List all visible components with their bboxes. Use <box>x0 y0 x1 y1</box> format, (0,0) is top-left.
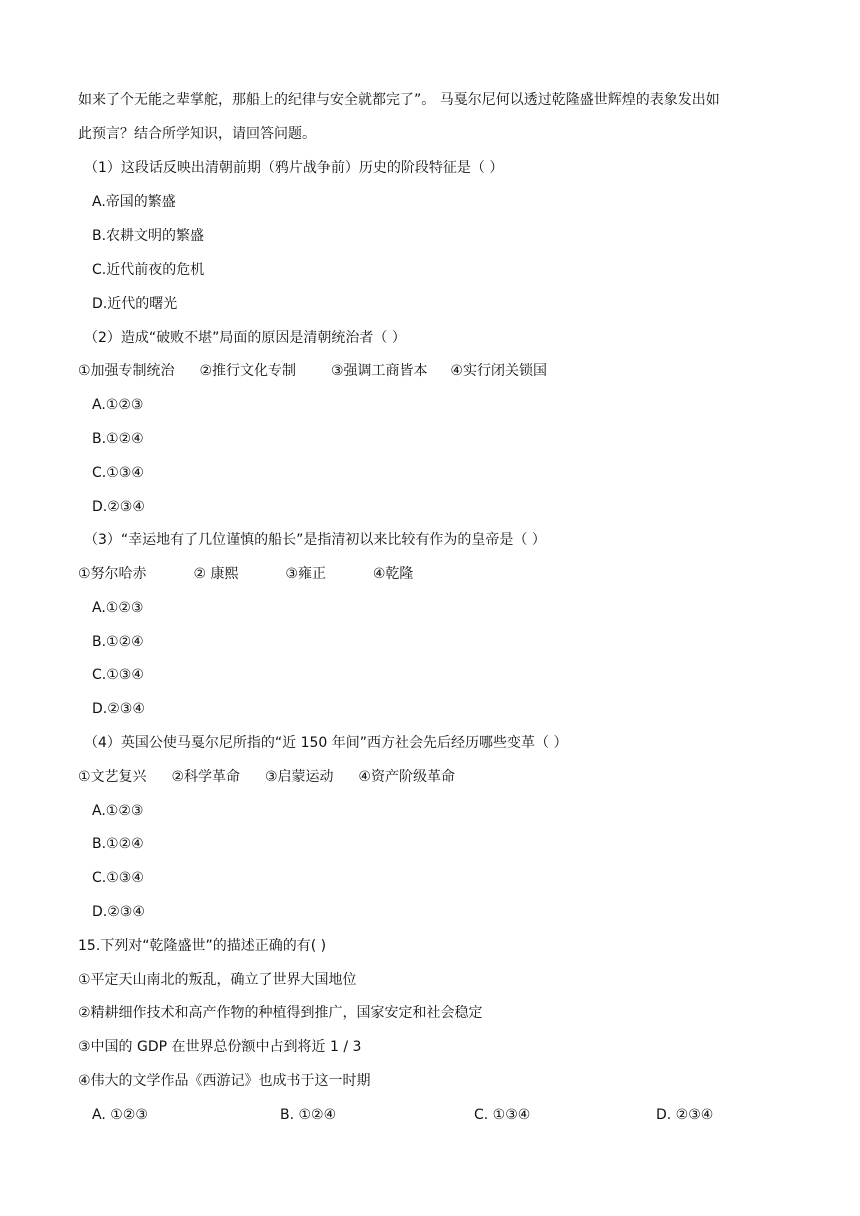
question-2-option-d[interactable]: D.②③④ <box>92 499 145 515</box>
question-2-item-1: ①加强专制统治 <box>78 363 175 379</box>
question-4-option-d[interactable]: D.②③④ <box>92 904 145 920</box>
intro-line-2: 此预言？结合所学知识，请回答问题。 <box>78 126 316 142</box>
question-3-stem: （3）“幸运地有了几位谨慎的船长”是指清初以来比较有作为的皇帝是（ ） <box>84 532 546 548</box>
question-4-item-2: ②科学革命 <box>171 769 241 785</box>
question-3-item-1: ①努尔哈赤 <box>78 566 147 582</box>
question-3-option-a[interactable]: A.①②③ <box>92 600 144 616</box>
question-2-item-2: ②推行文化专制 <box>199 363 297 379</box>
question-3-items <box>78 564 413 584</box>
question-2-items <box>78 361 547 381</box>
question-2-item-3: ③强调工商皆本 <box>330 363 428 379</box>
intro-line-1: 如来了个无能之辈掌舵，那船上的纪律与安全就都完了”。 马戛尔尼何以透过乾隆盛世辉煌的表象发出如 <box>78 92 720 108</box>
question-4-option-b[interactable]: B.①②④ <box>92 836 144 852</box>
question-15-option-b[interactable]: B. ①②④ <box>280 1107 337 1123</box>
question-4-item-1: ①文艺复兴 <box>78 769 147 785</box>
question-2-stem: （2）造成“破败不堪”局面的原因是清朝统治者（ ） <box>84 330 406 346</box>
question-2-option-a[interactable]: A.①②③ <box>92 397 144 413</box>
question-4-option-c[interactable]: C.①③④ <box>92 870 144 886</box>
question-3-option-b[interactable]: B.①②④ <box>92 634 144 650</box>
question-1-option-d[interactable]: D.近代的曙光 <box>92 296 178 312</box>
question-3-item-2: ② 康熙 <box>193 566 239 582</box>
question-4-item-4: ④资产阶级革命 <box>358 769 455 785</box>
question-1-stem: （1）这段话反映出清朝前期（鸦片战争前）历史的阶段特征是（ ） <box>84 160 504 176</box>
question-2-option-b[interactable]: B.①②④ <box>92 431 144 447</box>
question-4-items <box>78 767 455 787</box>
question-15-item-3: ③中国的 GDP 在世界总份额中占到将近 1 / 3 <box>78 1039 362 1055</box>
question-3-item-3: ③雍正 <box>285 566 326 582</box>
question-15-item-4: ④伟大的文学作品《西游记》也成书于这一时期 <box>78 1073 371 1089</box>
question-15-stem: 15.下列对“乾隆盛世”的描述正确的有( ) <box>78 938 327 954</box>
question-15-option-c[interactable]: C. ①③④ <box>474 1107 531 1123</box>
question-1-option-c[interactable]: C.近代前夜的危机 <box>92 262 205 278</box>
question-4-stem: （4）英国公使马戛尔尼所指的“近 150 年间”西方社会先后经历哪些变革（ ） <box>84 735 568 751</box>
question-2-option-c[interactable]: C.①③④ <box>92 465 144 481</box>
question-3-option-d[interactable]: D.②③④ <box>92 701 145 717</box>
question-2-item-4: ④实行闭关锁国 <box>450 363 547 379</box>
question-4-item-3: ③启蒙运动 <box>264 769 334 785</box>
question-1-option-a[interactable]: A.帝国的繁盛 <box>92 194 176 210</box>
question-15-item-2: ②精耕细作技术和高产作物的种植得到推广，国家安定和社会稳定 <box>78 1005 483 1021</box>
question-15-option-d[interactable]: D. ②③④ <box>656 1107 714 1123</box>
question-15-option-a[interactable]: A. ①②③ <box>92 1107 148 1123</box>
question-3-item-4: ④乾隆 <box>372 566 414 582</box>
question-1-option-b[interactable]: B.农耕文明的繁盛 <box>92 228 205 244</box>
question-3-option-c[interactable]: C.①③④ <box>92 667 144 683</box>
question-4-option-a[interactable]: A.①②③ <box>92 803 144 819</box>
question-15-item-1: ①平定天山南北的叛乱，确立了世界大国地位 <box>78 972 357 988</box>
